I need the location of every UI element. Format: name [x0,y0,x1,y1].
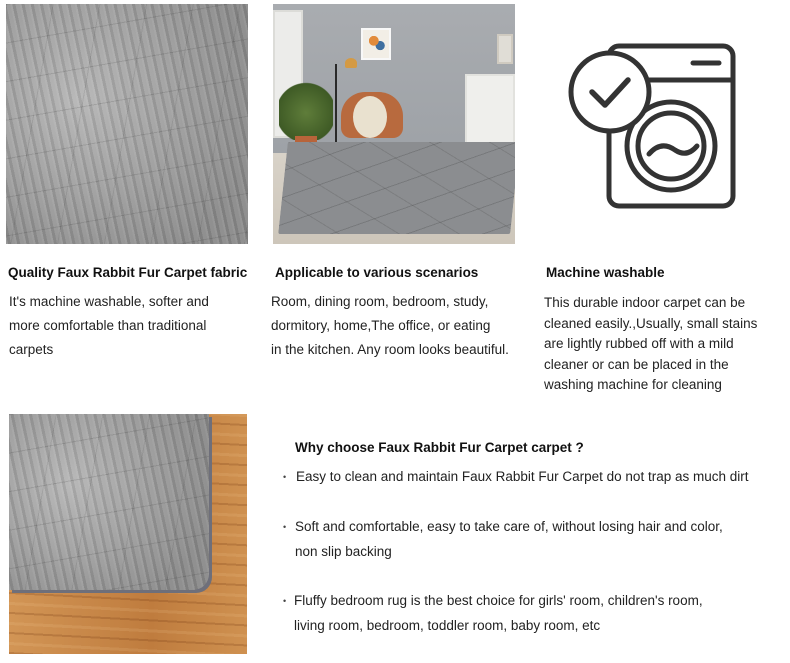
text-line: washing machine for cleaning [544,377,722,392]
floor-lamp [345,58,357,68]
bullet-marker: • [283,472,287,482]
text-line: It's machine washable, softer and [9,294,209,309]
feature-1-description [9,290,259,362]
why-bullet-3 [294,589,786,638]
text-line: Soft and comfortable, easy to take care of, without losing hair and color, [295,519,723,534]
text-line: Easy to clean and maintain Faux Rabbit Fur Carpet do not trap as much dirt [296,469,749,484]
wall-picture [361,28,391,60]
room-scene-photo [273,4,515,244]
text-line: This durable indoor carpet can be [544,295,746,310]
room-rug [278,142,515,234]
feature-1-title: Quality Faux Rabbit Fur Carpet fabric [8,265,248,280]
checkmark-circle-icon [571,53,649,131]
bullet-marker: • [283,522,287,532]
rug-corner-photo [9,414,247,654]
text-line: Room, dining room, bedroom, study, [271,294,489,309]
text-line: are lightly rubbed off with a mild [544,336,734,351]
text-line: living room, bedroom, toddler room, baby room, etc [294,617,601,633]
feature-3-description [544,293,789,396]
feature-2-title: Applicable to various scenarios [275,265,479,280]
fur-texture-photo [6,4,248,244]
feature-2-description [271,290,541,362]
text-line: cleaner or can be placed in the [544,356,729,372]
fireplace-illustration [465,74,515,144]
text-line: dormitory, home,The office, or eating [271,318,491,333]
text-line: non slip backing [295,543,392,559]
text-line: Fluffy bedroom rug is the best choice for girls' room, children's room, [294,593,703,608]
washing-machine-icon [565,38,740,213]
text-line: carpets [9,342,54,357]
text-line: in the kitchen. Any room looks beautiful. [271,342,509,357]
rug-corner [9,414,209,590]
text-line: more comfortable than traditional [9,318,207,333]
feature-3-title: Machine washable [546,265,665,280]
why-bullet-2 [295,515,787,564]
text-line: cleaned easily.,Usually, small stains [544,315,758,331]
potted-plant [279,72,333,140]
why-bullet-1 [296,465,788,490]
bullet-marker: • [283,596,287,606]
why-choose-title: Why choose Faux Rabbit Fur Carpet carpet ? [295,440,584,455]
